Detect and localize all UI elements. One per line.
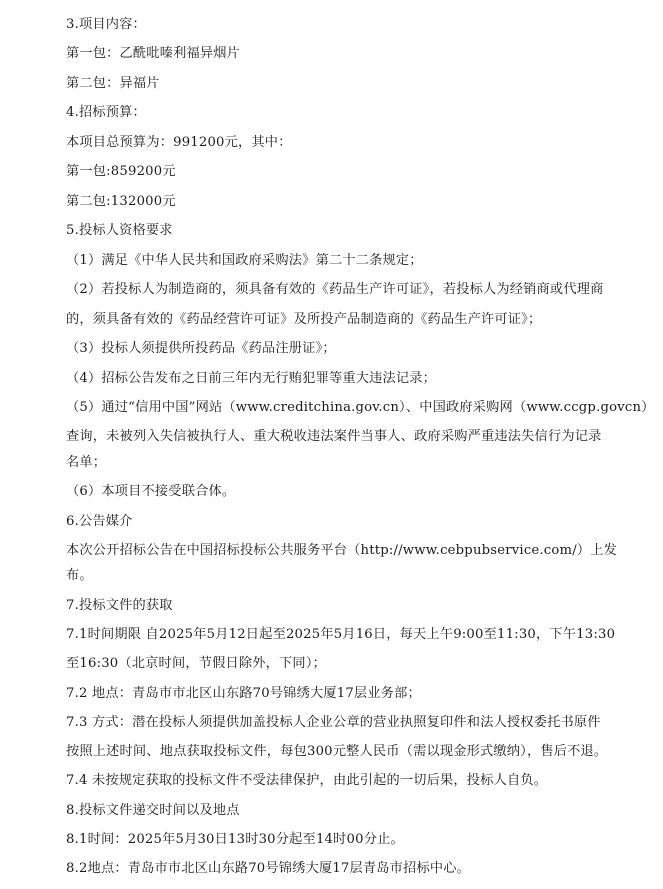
item-7-1-line-1: 7.1时间期限 自2025年5月12日起至2025年5月16日，每天上午9:00至11:30，下午13:30 [66, 627, 616, 642]
requirement-3: （3）投标人须提供所投药品《药品注册证》； [66, 341, 336, 356]
item-7-4: 7.4 未按规定获取的投标文件不受法律保护，由此引起的一切后果，投标人自负。 [66, 773, 548, 788]
item-7-3-line-2: 按照上述时间、地点获取投标文件，每包300元整人民币（需以现金形式缴纳），售后不退。 [66, 744, 608, 759]
section-7-heading: 7.投标文件的获取 [66, 598, 173, 613]
requirement-5-line-2: 查询，未被列入失信被执行人、重大税收违法案件当事人、政府采购严重违法失信行为记录 [66, 429, 602, 444]
item-8-1: 8.1时间：2025年5月30日13时30分起至14时00分止。 [66, 832, 404, 847]
package-1-budget: 第一包:859200元 [66, 164, 176, 179]
section-4-heading: 4.招标预算： [66, 105, 146, 120]
item-8-2: 8.2地点：青岛市市北区山东路70号锦绣大厦17层青岛市招标中心。 [66, 861, 471, 876]
requirement-5-line-3: 名单； [66, 455, 107, 470]
package-2-budget: 第二包:132000元 [66, 194, 176, 209]
announcement-media-line-1: 本次公开招标公告在中国招标投标公共服务平台（http://www.cebpubservice.com/）上发 [66, 543, 618, 558]
requirement-6: （6）本项目不接受联合体。 [66, 484, 236, 499]
total-budget: 本项目总预算为：991200元，其中： [66, 135, 292, 150]
package-1-content: 第一包：乙酰吡嗪利福异烟片 [66, 46, 241, 61]
requirement-2-line-1: （2）若投标人为制造商的，须具备有效的《药品生产许可证》，若投标人为经销商或代理商 [66, 282, 604, 297]
item-7-2: 7.2 地点：青岛市市北区山东路70号锦绣大厦17层业务部； [66, 686, 421, 701]
item-7-3-line-1: 7.3 方式：潜在投标人须提供加盖投标人企业公章的营业执照复印件和法人授权委托书原件 [66, 715, 601, 730]
item-7-1-line-2: 至16:30（北京时间，节假日除外，下同）； [66, 656, 326, 671]
section-8-heading: 8.投标文件递交时间以及地点 [66, 803, 240, 818]
requirement-5-line-1: （5）通过“信用中国”网站（www.creditchina.gov.cn）、中国政府采购网（www.ccgp.govcn） [66, 400, 655, 415]
section-3-heading: 3.项目内容： [66, 17, 146, 32]
requirement-4: （4）招标公告发布之日前三年内无行贿犯罪等重大违法记录； [66, 371, 437, 386]
section-5-heading: 5.投标人资格要求 [66, 223, 173, 238]
package-2-content: 第二包：异福片 [66, 76, 160, 91]
announcement-media-line-2: 布。 [66, 568, 93, 583]
section-6-heading: 6.公告媒介 [66, 514, 133, 529]
requirement-1: （1）满足《中华人民共和国政府采购法》第二十二条规定； [66, 253, 423, 268]
requirement-2-line-2: 的，须具备有效的《药品经营许可证》及所投产品制造商的《药品生产许可证》； [66, 312, 542, 327]
